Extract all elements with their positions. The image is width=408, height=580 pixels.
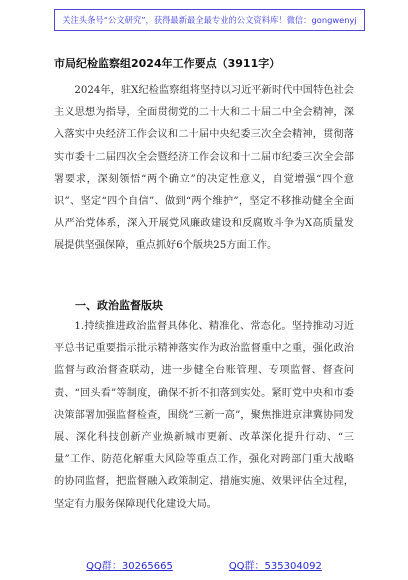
banner-text: 关注头条号“公文研究”，获得最新最全最专业的公文资料库！微信：gongwenyj xyxy=(62,15,357,25)
section-heading: 一、政治监督版块 xyxy=(75,299,163,312)
intro-paragraph: 2024年，驻X纪检监察组将坚持以习近平新时代中国特色社会主义思想为指导，全面贯彻党的二十大和二十届二中全会精神，深入落实中央经济工作会议和二十届中央纪委三次全会精神，贯彻落实市委十二届四次全会暨经济工作会议和十二届市纪委三次全会部署要求，深刻领悟“两个确立”的决定性意义，自觉增强“四个意识”、坚定“四个自信”、做到“两个维护”，坚定不移推动健全全面从严治党体系，深入开展党风廉政建设和反腐败斗争为X高质量发展提供坚强保障，重点抓好6个版块25方面工作。 xyxy=(54,85,354,252)
qq-group-2[interactable]: QQ群：535304092 xyxy=(228,561,322,572)
document-title: 市局纪检监察组2024年工作要点（3911字） xyxy=(54,57,281,70)
footer xyxy=(0,557,408,572)
qq-group-1[interactable]: QQ群：30265665 xyxy=(86,561,173,572)
section-paragraph: 1.持续推进政治监督具体化、精准化、常态化。坚持推动习近平总书记重要指示批示精神落实作为政治监督重中之重，强化政治监督与政治督查联动，进一步健全台账管理、专项监督、督查问责、“回头看”等制度，确保不折不扣落到实处。紧盯党中央和市委决策部署加强监督检查，围绕“三新一高”，聚焦推进京津冀协同发展、深化科技创新产业焕新城市更新、改革深化提升行动、“三量”工作、防范化解重大风险等重点工作，强化对跨部门重大战略的协同监督，把监督融入政策制定、措施实施、效果评估全过程，坚定有力服务保障现代化建设大局。 xyxy=(54,321,354,510)
header-banner xyxy=(54,9,365,31)
